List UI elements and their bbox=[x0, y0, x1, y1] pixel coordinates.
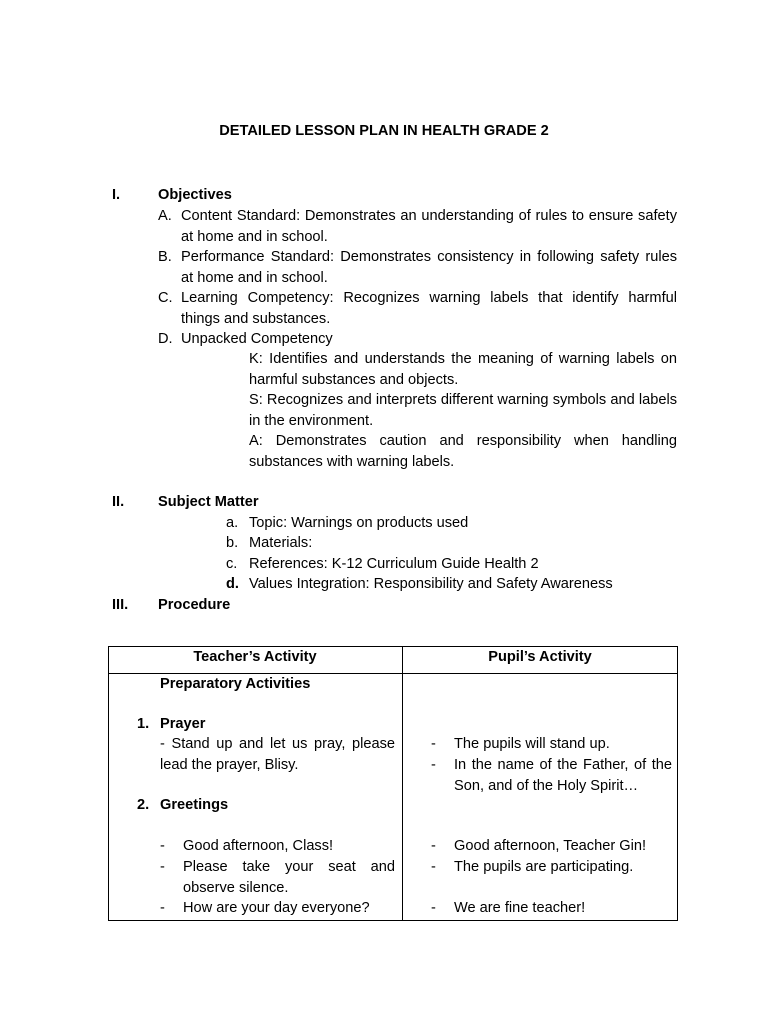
prayer-pupil-dash-1: - bbox=[431, 736, 436, 752]
document-title: DETAILED LESSON PLAN IN HEALTH GRADE 2 bbox=[219, 123, 549, 139]
subject-c-text: References: K-12 Curriculum Guide Health 2 bbox=[249, 556, 539, 572]
section-1-number: I. bbox=[112, 187, 121, 203]
section-2-number: II. bbox=[112, 494, 125, 510]
competency-knowledge: K: Identifies and understands the meaning of warning labels on harmful substances and objects. bbox=[249, 351, 677, 388]
greetings-pupil-line-1: Good afternoon, Teacher Gin! bbox=[454, 838, 647, 854]
greetings-teacher-dash-3: - bbox=[160, 900, 165, 916]
subject-b-text: Materials: bbox=[249, 535, 313, 551]
pupil-activity-header: Pupil’s Activity bbox=[488, 649, 592, 665]
competency-attitude: A: Demonstrates caution and responsibility when handling substances with warning labels. bbox=[249, 433, 677, 470]
table-column-divider bbox=[402, 646, 403, 920]
greetings-teacher-dash-2: - bbox=[160, 859, 165, 875]
greetings-teacher-line-3: How are your day everyone? bbox=[183, 900, 370, 916]
subject-a-text: Topic: Warnings on products used bbox=[249, 515, 469, 531]
greetings-teacher-dash-1: - bbox=[160, 838, 165, 854]
subject-a-marker: a. bbox=[226, 515, 239, 531]
teacher-activity-header: Teacher’s Activity bbox=[193, 649, 317, 665]
prayer-label: Prayer bbox=[160, 716, 206, 732]
prayer-teacher-text: - Stand up and let us pray, please lead the prayer, Blisy. bbox=[160, 736, 395, 773]
subject-b-marker: b. bbox=[226, 535, 239, 551]
objective-c-text: Learning Competency: Recognizes warning labels that identify harmful things and substances. bbox=[181, 290, 677, 327]
prayer-pupil-line-1: The pupils will stand up. bbox=[454, 736, 610, 752]
greetings-pupil-dash-1: - bbox=[431, 838, 436, 854]
objective-b-text: Performance Standard: Demonstrates consistency in following safety rules at home and in school. bbox=[181, 249, 677, 286]
objective-c-marker: C. bbox=[158, 290, 173, 306]
greetings-pupil-line-2: The pupils are participating. bbox=[454, 859, 634, 875]
objective-d-marker: D. bbox=[158, 331, 173, 347]
preparatory-activities-label: Preparatory Activities bbox=[160, 676, 311, 692]
subject-d-marker: d. bbox=[226, 576, 239, 592]
section-3-heading: Procedure bbox=[158, 597, 231, 613]
objective-a-marker: A. bbox=[158, 208, 172, 224]
objective-b-marker: B. bbox=[158, 249, 172, 265]
greetings-pupil-dash-2: - bbox=[431, 859, 436, 875]
prayer-number: 1. bbox=[137, 716, 150, 732]
prayer-pupil-line-2: In the name of the Father, of the Son, and of the Holy Spirit… bbox=[454, 757, 672, 794]
objective-d-text: Unpacked Competency bbox=[181, 331, 333, 347]
section-3-number: III. bbox=[112, 597, 129, 613]
section-2-heading: Subject Matter bbox=[158, 494, 259, 510]
competency-skill: S: Recognizes and interprets different warning symbols and labels in the environment. bbox=[249, 392, 677, 429]
subject-d-text: Values Integration: Responsibility and Safety Awareness bbox=[249, 576, 613, 592]
greetings-pupil-line-3: We are fine teacher! bbox=[454, 900, 586, 916]
objective-a-text: Content Standard: Demonstrates an understanding of rules to ensure safety at home and in school. bbox=[181, 208, 677, 245]
greetings-label: Greetings bbox=[160, 797, 229, 813]
section-1-heading: Objectives bbox=[158, 187, 232, 203]
greetings-teacher-line-1: Good afternoon, Class! bbox=[183, 838, 334, 854]
greetings-number: 2. bbox=[137, 797, 150, 813]
greetings-pupil-dash-3: - bbox=[431, 900, 436, 916]
prayer-pupil-dash-2: - bbox=[431, 757, 436, 773]
subject-c-marker: c. bbox=[226, 556, 238, 572]
greetings-teacher-line-2: Please take your seat and observe silence. bbox=[183, 859, 395, 896]
